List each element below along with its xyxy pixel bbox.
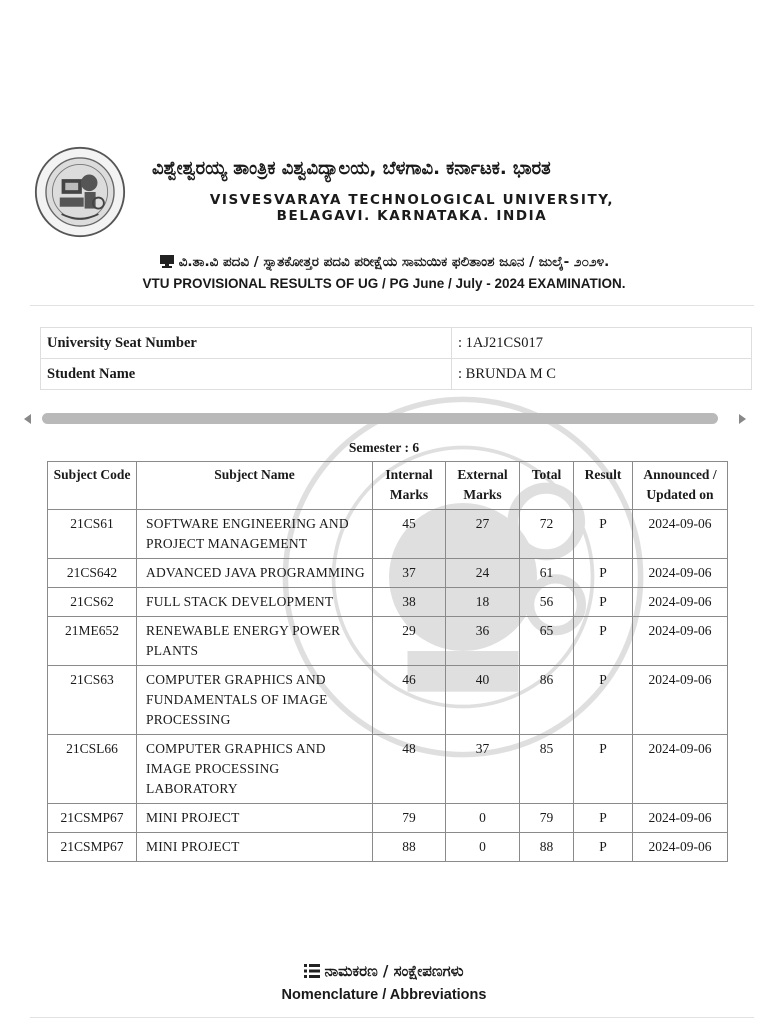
result: P: [574, 666, 633, 735]
result: P: [574, 588, 633, 617]
internal-marks: 48: [373, 735, 446, 804]
table-row: [48, 617, 728, 666]
total-marks: 65: [520, 617, 574, 666]
student-name-value: : BRUNDA M C: [452, 359, 752, 390]
total-marks: 86: [520, 666, 574, 735]
monitor-icon: [159, 254, 175, 268]
announced-date: 2024-09-06: [633, 666, 728, 735]
seat-number-row: [41, 328, 752, 359]
table-row: [48, 559, 728, 588]
subject-code: 21CS63: [48, 666, 137, 735]
total-marks: 79: [520, 804, 574, 833]
table-row: [48, 735, 728, 804]
footer-divider: [30, 1017, 754, 1018]
subject-code: 21CSL66: [48, 735, 137, 804]
total-marks: 61: [520, 559, 574, 588]
internal-marks: 46: [373, 666, 446, 735]
header-announced: Announced / Updated on: [633, 462, 728, 510]
subject-name: MINI PROJECT: [137, 804, 373, 833]
university-name-line1: VISVESVARAYA TECHNOLOGICAL UNIVERSITY,: [209, 192, 615, 208]
announced-date: 2024-09-06: [633, 735, 728, 804]
student-name-row: [41, 359, 752, 390]
subject-name: ADVANCED JAVA PROGRAMMING: [137, 559, 373, 588]
external-marks: 0: [446, 804, 520, 833]
table-row: [48, 804, 728, 833]
announced-date: 2024-09-06: [633, 559, 728, 588]
internal-marks: 29: [373, 617, 446, 666]
header-subject-code: Subject Code: [48, 462, 137, 510]
scroll-left-arrow-icon[interactable]: [24, 414, 31, 424]
vtu-logo: [34, 146, 126, 238]
page-header: [32, 144, 736, 244]
marks-header-row: [48, 462, 728, 510]
result: P: [574, 510, 633, 559]
internal-marks: 79: [373, 804, 446, 833]
nomenclature-title-english: Nomenclature / Abbreviations: [281, 987, 487, 1003]
student-info-table: [40, 327, 752, 390]
student-name-label: Student Name: [41, 359, 452, 390]
subject-code: 21CSMP67: [48, 804, 137, 833]
total-marks: 85: [520, 735, 574, 804]
external-marks: 36: [446, 617, 520, 666]
subject-name: COMPUTER GRAPHICS AND IMAGE PROCESSING LABORATORY: [137, 735, 373, 804]
external-marks: 37: [446, 735, 520, 804]
table-row: [48, 833, 728, 862]
subject-name: SOFTWARE ENGINEERING AND PROJECT MANAGEMENT: [137, 510, 373, 559]
announced-date: 2024-09-06: [633, 617, 728, 666]
header-external-marks: External Marks: [446, 462, 520, 510]
result: P: [574, 735, 633, 804]
subject-code: 21CS642: [48, 559, 137, 588]
announced-date: 2024-09-06: [633, 833, 728, 862]
header-total: Total: [520, 462, 574, 510]
university-name-kannada: ವಿಶ್ವೇಶ್ವರಯ್ಯ ತಾಂತ್ರಿಕ ವಿಶ್ವವಿದ್ಯಾಲಯ, ಬೆಳಗಾವಿ. ಕರ್ನಾಟಕ. ಭಾರತ: [152, 158, 551, 179]
nomenclature-kannada-text: ನಾಮಕರಣ / ಸಂಕ್ಷೇಪಣಗಳು: [324, 962, 464, 980]
subject-code: 21CS61: [48, 510, 137, 559]
external-marks: 40: [446, 666, 520, 735]
external-marks: 18: [446, 588, 520, 617]
table-row: [48, 510, 728, 559]
subject-name: FULL STACK DEVELOPMENT: [137, 588, 373, 617]
total-marks: 72: [520, 510, 574, 559]
total-marks: 88: [520, 833, 574, 862]
subject-name: MINI PROJECT: [137, 833, 373, 862]
subject-name: COMPUTER GRAPHICS AND FUNDAMENTALS OF IMAGE PROCESSING: [137, 666, 373, 735]
seat-number-label: University Seat Number: [41, 328, 452, 359]
horizontal-scrollbar[interactable]: [22, 411, 748, 427]
announced-date: 2024-09-06: [633, 804, 728, 833]
external-marks: 27: [446, 510, 520, 559]
marks-table: [47, 461, 728, 862]
scrollbar-thumb[interactable]: [42, 413, 718, 424]
table-row: [48, 666, 728, 735]
subject-code: 21ME652: [48, 617, 137, 666]
university-name-line2: BELAGAVI. KARNATAKA. INDIA: [276, 208, 548, 224]
total-marks: 56: [520, 588, 574, 617]
results-title-kannada: [0, 254, 768, 270]
header-internal-marks: Internal Marks: [373, 462, 446, 510]
internal-marks: 37: [373, 559, 446, 588]
nomenclature-title-kannada: [0, 962, 768, 980]
internal-marks: 45: [373, 510, 446, 559]
results-title-english: VTU PROVISIONAL RESULTS OF UG / PG June / July - 2024 EXAMINATION.: [142, 276, 626, 291]
header-divider: [30, 305, 754, 306]
scroll-right-arrow-icon[interactable]: [739, 414, 746, 424]
list-icon: [304, 964, 320, 978]
result: P: [574, 833, 633, 862]
subject-name: RENEWABLE ENERGY POWER PLANTS: [137, 617, 373, 666]
result: P: [574, 804, 633, 833]
header-result: Result: [574, 462, 633, 510]
announced-date: 2024-09-06: [633, 510, 728, 559]
university-name-english: [142, 192, 682, 224]
internal-marks: 38: [373, 588, 446, 617]
seat-number-value: : 1AJ21CS017: [452, 328, 752, 359]
external-marks: 24: [446, 559, 520, 588]
semester-label: Semester : 6: [348, 440, 420, 455]
subject-code: 21CS62: [48, 588, 137, 617]
announced-date: 2024-09-06: [633, 588, 728, 617]
header-subject-name: Subject Name: [137, 462, 373, 510]
result: P: [574, 617, 633, 666]
subject-code: 21CSMP67: [48, 833, 137, 862]
results-title-kannada-text: ವಿ.ತಾ.ವಿ ಪದವಿ / ಸ್ನಾತಕೋತ್ತರ ಪದವಿ ಪರೀಕ್ಷೆಯ ಸಾಮಯಿಕ ಫಲಿತಾಂಶ ಜೂನ / ಜುಲೈ- ೨೦೨೪.: [178, 254, 610, 270]
result: P: [574, 559, 633, 588]
internal-marks: 88: [373, 833, 446, 862]
external-marks: 0: [446, 833, 520, 862]
table-row: [48, 588, 728, 617]
